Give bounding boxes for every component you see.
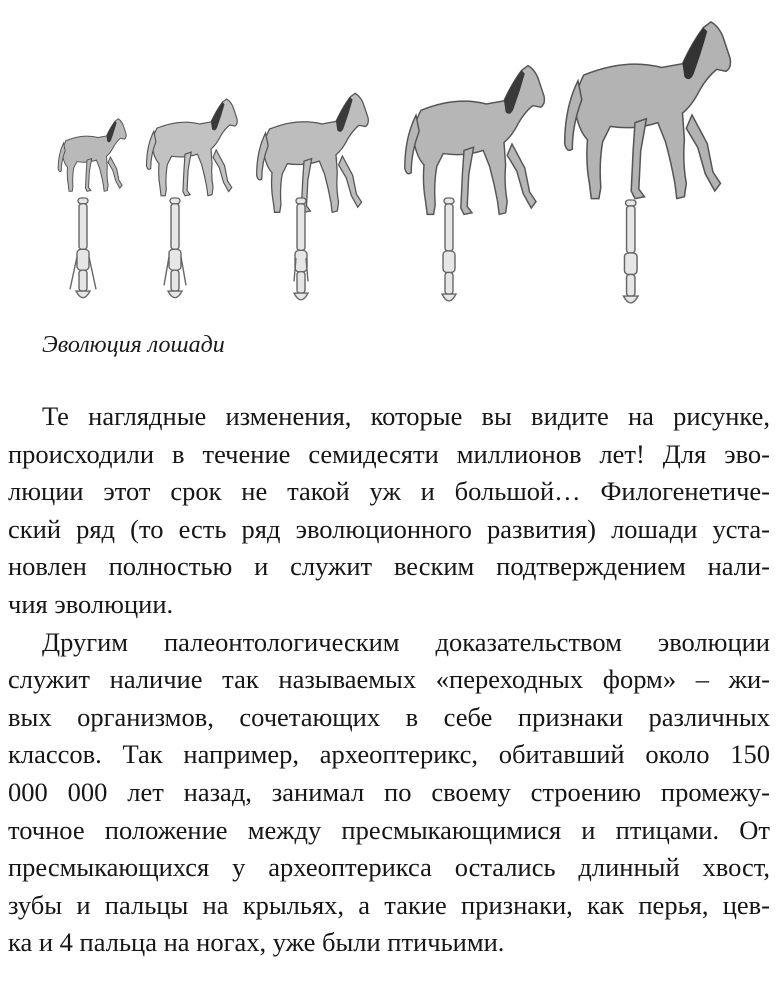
text-line: вых организмов, сочетающих в себе признаки различных [8,701,770,732]
text-line: чия эволюции. [8,588,174,619]
figure-caption: Эволюция лошади [42,332,225,358]
horse-stage-5-icon [565,22,731,199]
horse-evolution-illustration [0,0,777,320]
text-line: люции этот срок не такой уж и большой… Филогенетиче- [8,476,770,507]
leg-bone-stage-3-icon [294,198,308,300]
horse-stage-3-icon [257,93,369,212]
horse-stage-2-icon [147,99,238,196]
horse-stage-1-icon [58,119,126,192]
horse-stage-4-icon [405,66,545,215]
paragraph-1 [8,398,770,624]
paragraph-2 [8,624,770,962]
leg-bone-stage-4-icon [442,198,456,301]
text-line: служит наличие так называемых «переходных форм» – жи- [8,664,770,695]
text-line: точное положение между пресмыкающимися и птицами. От [8,814,770,845]
leg-bone-stage-1-icon [70,198,96,298]
text-line: Те наглядные изменения, которые вы видите на рисунке, [42,401,770,431]
horse-evolution-figure [0,0,777,320]
leg-bone-stage-5-icon [623,200,638,303]
body-text [8,398,770,962]
text-line: ка и 4 пальца на ногах, уже были птичьими. [8,927,505,958]
text-line: новлен полностью и служит веским подтверждением нали- [8,551,770,582]
text-line: пресмыкающихся у археоптерикса остались длинный хвост, [8,852,770,883]
text-line: классов. Так например, археоптерикс, обитавший около 150 [8,739,770,770]
text-line: происходили в течение семидесяти миллионов лет! Для эво- [8,438,770,469]
text-line: зубы и пальцы на крыльях, а такие признаки, как перья, цев- [8,889,770,920]
text-line: Другим палеонтологическим доказательством эволюции [42,626,770,657]
text-line: ский ряд (то есть ряд эволюционного развития) лошади уста- [8,513,770,544]
leg-bone-stage-2-icon [164,198,186,298]
text-line: 000 000 лет назад, занимал по своему строению промежу- [8,776,770,807]
